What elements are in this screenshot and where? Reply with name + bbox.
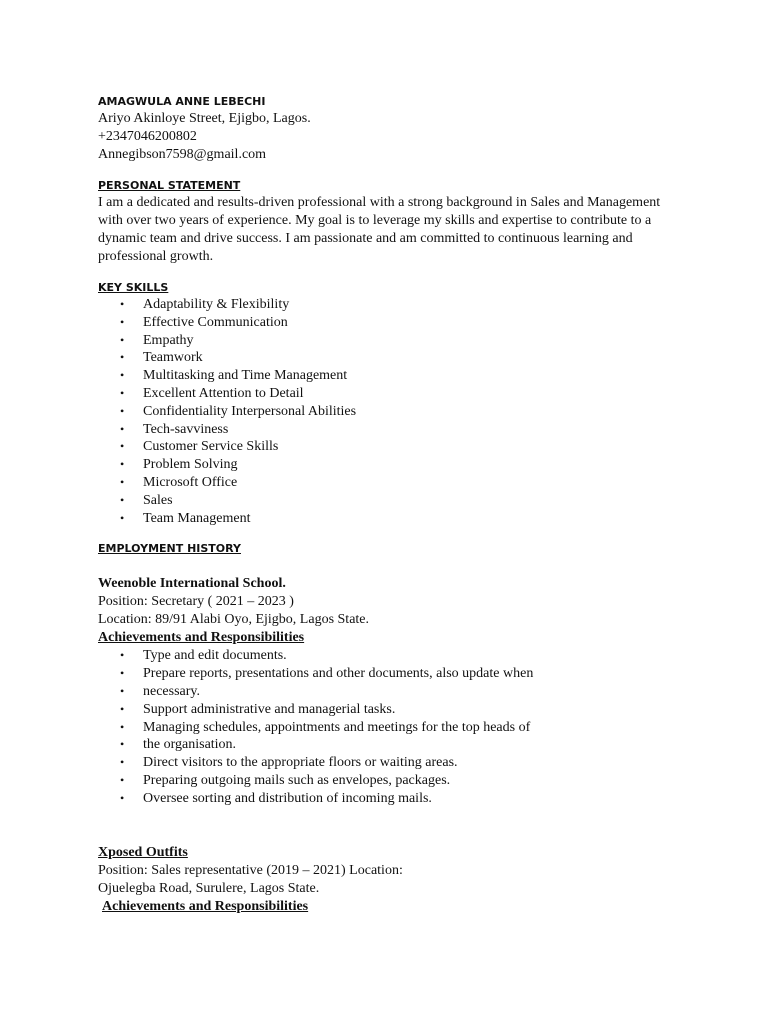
responsibility-item: • Direct visitors to the appropriate floors or waiting areas. [120,755,458,771]
skill-item: • Problem Solving [120,457,238,473]
responsibility-item: • Support administrative and managerial tasks. [120,701,396,717]
skill-item: • Tech-savviness [120,421,229,437]
skill-item: • Microsoft Office [120,474,238,490]
skill-item: • Multitasking and Time Management [120,368,348,384]
personal-statement-heading: PERSONAL STATEMENT [98,179,241,192]
bullet-icon: • [120,492,125,507]
responsibility-item: • the organisation. [120,737,237,753]
job-position: Position: Secretary ( 2021 – 2023 ) [98,594,294,610]
achievements-heading: Achievements and Responsibilities [102,898,309,914]
employment-history-heading: EMPLOYMENT HISTORY [98,542,241,556]
achievements-heading: Achievements and Responsibilities [98,630,305,646]
bullet-icon: • [120,772,125,787]
skill-item: • Effective Communication [120,314,288,330]
job-position: Position: Sales representative (2019 – 2021) Location: [98,862,403,878]
job-employer: Weenoble International School. [98,576,286,592]
resume-page [98,94,678,916]
address: Ariyo Akinloye Street, Ejigbo, Lagos. [98,111,311,126]
job-employer: Xposed Outfits [98,844,188,860]
skill-item: • Confidentiality Interpersonal Abilities [120,403,357,419]
bullet-icon: • [120,457,125,472]
bullet-icon: • [120,332,125,347]
responsibility-item: • Type and edit documents. [120,648,287,664]
bullet-icon: • [120,719,125,734]
responsibility-item: • Prepare reports, presentations and other documents, also update when [120,666,534,682]
responsibility-item: • Managing schedules, appointments and meetings for the top heads of [120,719,531,735]
skill-item: • Team Management [120,510,251,526]
personal-statement-text: I am a dedicated and results-driven professional with a strong background in Sales and Management with over two years of experience. My goal is to leverage my skills and expertise to contribute to a dynamic team and drive success. I am passionate and am committed to continuous learning and professional growth. [98,195,661,264]
bullet-icon: • [120,439,125,454]
job-location: Ojuelegba Road, Surulere, Lagos State. [98,880,320,896]
phone-number: +2347046200802 [98,129,197,144]
job-location: Location: 89/91 Alabi Oyo, Ejigbo, Lagos State. [98,612,370,628]
bullet-icon: • [120,314,125,329]
responsibility-item: • necessary. [120,683,201,699]
bullet-icon: • [120,385,125,400]
bullet-icon: • [120,701,125,716]
applicant-name: AMAGWULA ANNE LEBECHI [98,95,266,108]
skill-item: • Customer Service Skills [120,439,279,455]
bullet-icon: • [120,666,125,681]
responsibilities-list [98,647,678,807]
bullet-icon: • [120,350,125,365]
bullet-icon: • [120,683,125,698]
skill-item: • Excellent Attention to Detail [120,385,304,401]
key-skills-heading: KEY SKILLS [98,281,169,294]
responsibility-item: • Oversee sorting and distribution of incoming mails. [120,790,432,806]
bullet-icon: • [120,474,125,489]
bullet-icon: • [120,648,125,663]
key-skills-list [98,296,678,527]
bullet-icon: • [120,403,125,418]
bullet-icon: • [120,421,125,436]
email-address: Annegibson7598@gmail.com [98,147,267,162]
bullet-icon: • [120,510,125,525]
bullet-icon: • [120,297,125,311]
bullet-icon: • [120,790,125,805]
skill-item: • Teamwork [120,350,203,366]
skill-item: • Adaptability & Flexibility [120,297,290,312]
skill-item: • Sales [120,492,173,508]
skill-item: • Empathy [120,332,194,348]
responsibility-item: • Preparing outgoing mails such as envelopes, packages. [120,772,451,788]
bullet-icon: • [120,368,125,383]
bullet-icon: • [120,737,125,752]
bullet-icon: • [120,755,125,770]
